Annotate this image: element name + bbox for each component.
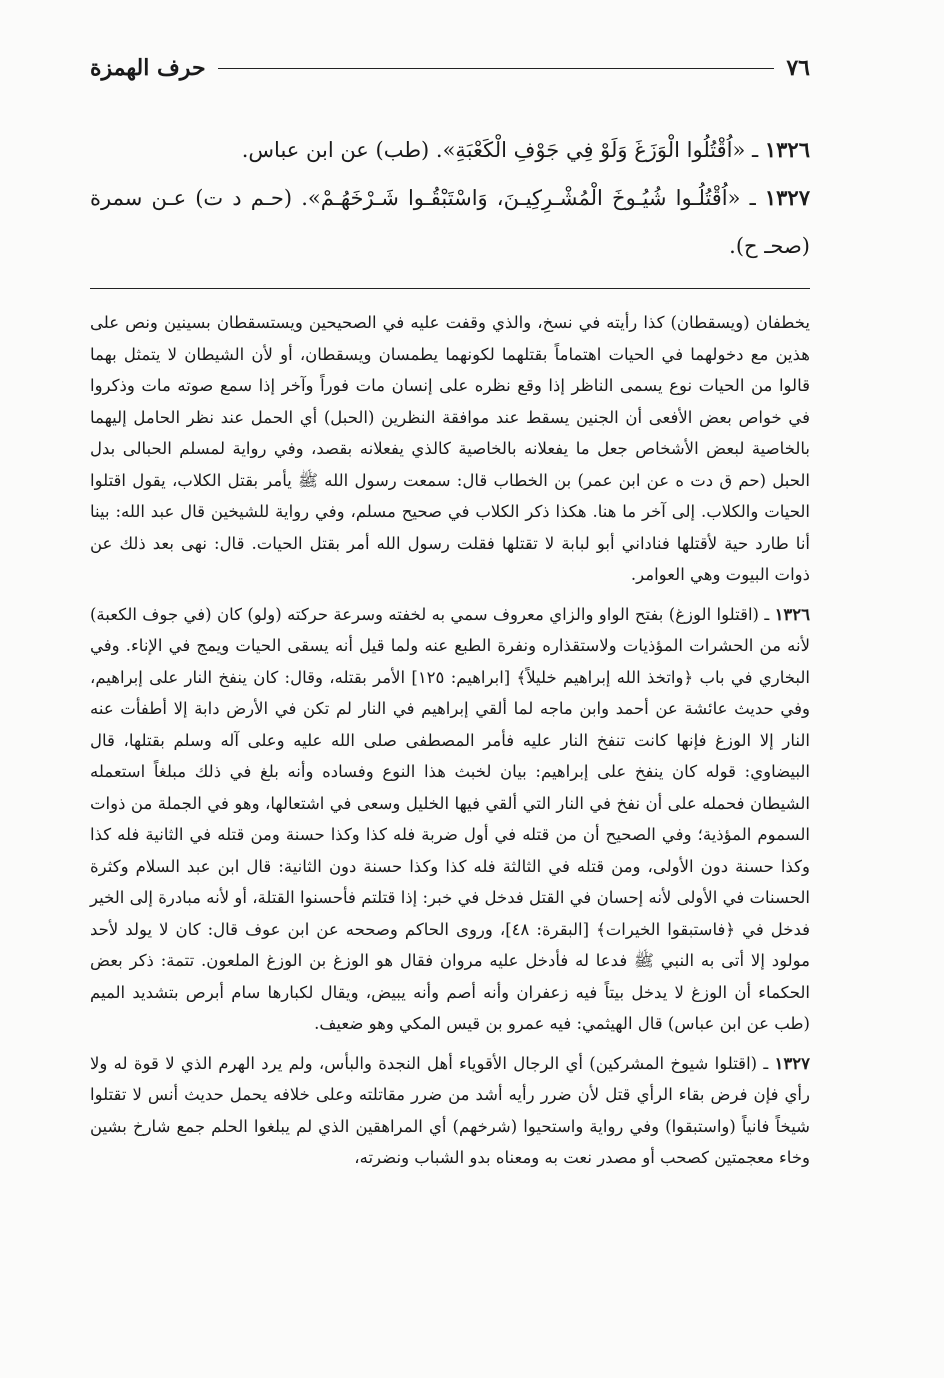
commentary-1326 [90,599,810,1040]
commentary-continuation [90,307,810,591]
book-page [90,50,810,1182]
page-number: ٧٦ [786,55,810,81]
hadith-text: ـ «اُقْتُلُـوا شُيُـوخَ الْمُشْـرِكِيـنَ، وَاسْتَبْقُـوا شَـرْخَهُـمْ». (حـم د ت) عـن سمرة (صحـ ح). [90,186,810,258]
commentary-number: ١٣٢٧ [774,1053,810,1073]
commentary-number: ١٣٢٦ [774,604,811,624]
hadith-number: ١٣٢٦ [764,137,810,162]
commentary-section [90,307,810,1174]
hadith-1327 [90,174,810,270]
page-header [90,50,810,86]
section-divider [90,288,810,289]
commentary-1327 [90,1048,810,1174]
hadith-text: ـ «اُقْتُلُوا الْوَزَغَ وَلَوْ فِي جَوْفِ الْكَعْبَةِ». (طب) عن ابن عباس. [241,138,759,162]
chapter-title: حرف الهمزة [90,55,206,81]
header-rule [218,68,775,69]
commentary-text: يخطفان (ويسقطان) كذا رأيته في نسخ، والذي وقفت عليه في الصحيحين ويستسقطان بسينين ونص على هذين مع دخولهما في الحيات اهتماماً بقتلهما لكونهما يطمسان ويسقطان، أو لأن الشيطان لا يتمثل بهما قالوا من الحيات نوع يسمى الناظر إذا وقع نظره على إنسان مات فوراً وآخر إذا سمع صوته مات وذكروا في خواص بعض الأفعى أن الجنين يسقط عند موافقة النظرين (الحبل) أي الحمل عند نظر الحامل إليهما بالخاصية لبعض الأشخاص جعل ما يفعلانه بالخاصية كالذي يفعلانه بقصد، وفي رواية لمسلم الحبالى بدل الحبل (حم ق دت ه عن ابن عمر) بن الخطاب قال: سمعت رسول الله ﷺ يأمر بقتل الكلاب، يقول اقتلوا الحيات والكلاب. إلى آخر ما هنا. هكذا ذكر الكلاب في صحيح مسلم، وفي رواية للشيخين قال عبد الله: بينا أنا طارد حية لأقتلها فناداني أبو لبابة لا تقتلها فقلت رسول الله أمر بقتل الحيات. قال: نهى بعد ذلك عن ذوات البيوت وهي العوامر. [90,313,810,584]
commentary-text: ـ (اقتلوا شيوخ المشركين) أي الرجال الأقوياء أهل النجدة والبأس، ولم يرد الهرم الذي لا قوة له ولا رأي فإن فرض بقاء الرأي قتل لأن ضرر رأيه أشد من ضرر مقاتلته وعلى خلافه يحمل حديث أنس لا تقتلوا شيخاً فانياً (واستبقوا) وفي رواية واستحيوا (شرخهم) أي المراهقين الذي لم يبلغوا الحلم جمع شارخ بشين وخاء معجمتين كصحب أو مصدر نعت به ومعناه بدو الشباب ونضرته، [90,1053,810,1167]
hadith-section [90,126,810,270]
commentary-text: ـ (اقتلوا الوزغ) بفتح الواو والزاي معروف سمي به لخفته وسرعة حركته (ولو) كان (في جوف الكعبة) لأنه من الحشرات المؤذيات ولاستقذاره ونفرة الطبع عنه ولما قيل أنه يسقى الحيات ويمج في الإناء. وفي البخاري في باب ﴿واتخذ الله إبراهيم خليلاً﴾ [ابراهيم: ١٢٥] الأمر بقتله، وقال: كان ينفخ النار على إبراهيم، وفي حديث عائشة عن أحمد وابن ماجه لما ألقي إبراهيم في النار لم تكن في الأرض دابة إلا أطفأت عنه النار إلا الوزغ فإنها كانت تنفخ النار عليه فأمر المصطفى صلى الله عليه وعلى آله وسلم بقتلها، قال البيضاوي: قوله كان ينفخ على إبراهيم: بيان لخبث هذا النوع وفساده وأنه بلغ في ذلك مبلغاً استعمله الشيطان فحمله على أن نفخ في النار التي ألقي فيها الخليل وسعى في اشتعالها، وهو في الجملة من ذوات السموم المؤذية؛ وفي الصحيح أن من قتله في أول ضربة فله كذا وكذا حسنة ومن قتله في الثانية فله كذا وكذا حسنة دون الأولى، ومن قتله في الثالثة فله كذا وكذا حسنة دون الثانية: قال ابن عبد السلام وكثرة الحسنات في الأولى لأنه إحسان في القتل فدخل في خبر: إذا قتلتم فأحسنوا القتلة، أو لأنه مبادرة إلى الخير فدخل في ﴿فاستبقوا الخيرات﴾ [البقرة: ٤٨]، وروى الحاكم وصححه عن ابن عوف قال: كان لا يولد لأحد مولود إلا أتى به النبي ﷺ فدعا له فأدخل عليه مروان فقال هو الوزغ بن الوزغ الملعون. تتمة: ذكر بعض الحكماء أن الوزغ لا يدخل بيتاً فيه زعفران وأنه أصم وأنه يبيض، ويقال لكبارها سام أبرص بتشديد الميم (طب عن ابن عباس) قال الهيثمي: فيه عمرو بن قيس المكي وهو ضعيف. [90,604,810,1033]
hadith-1326 [90,126,810,174]
hadith-number: ١٣٢٧ [764,185,810,210]
